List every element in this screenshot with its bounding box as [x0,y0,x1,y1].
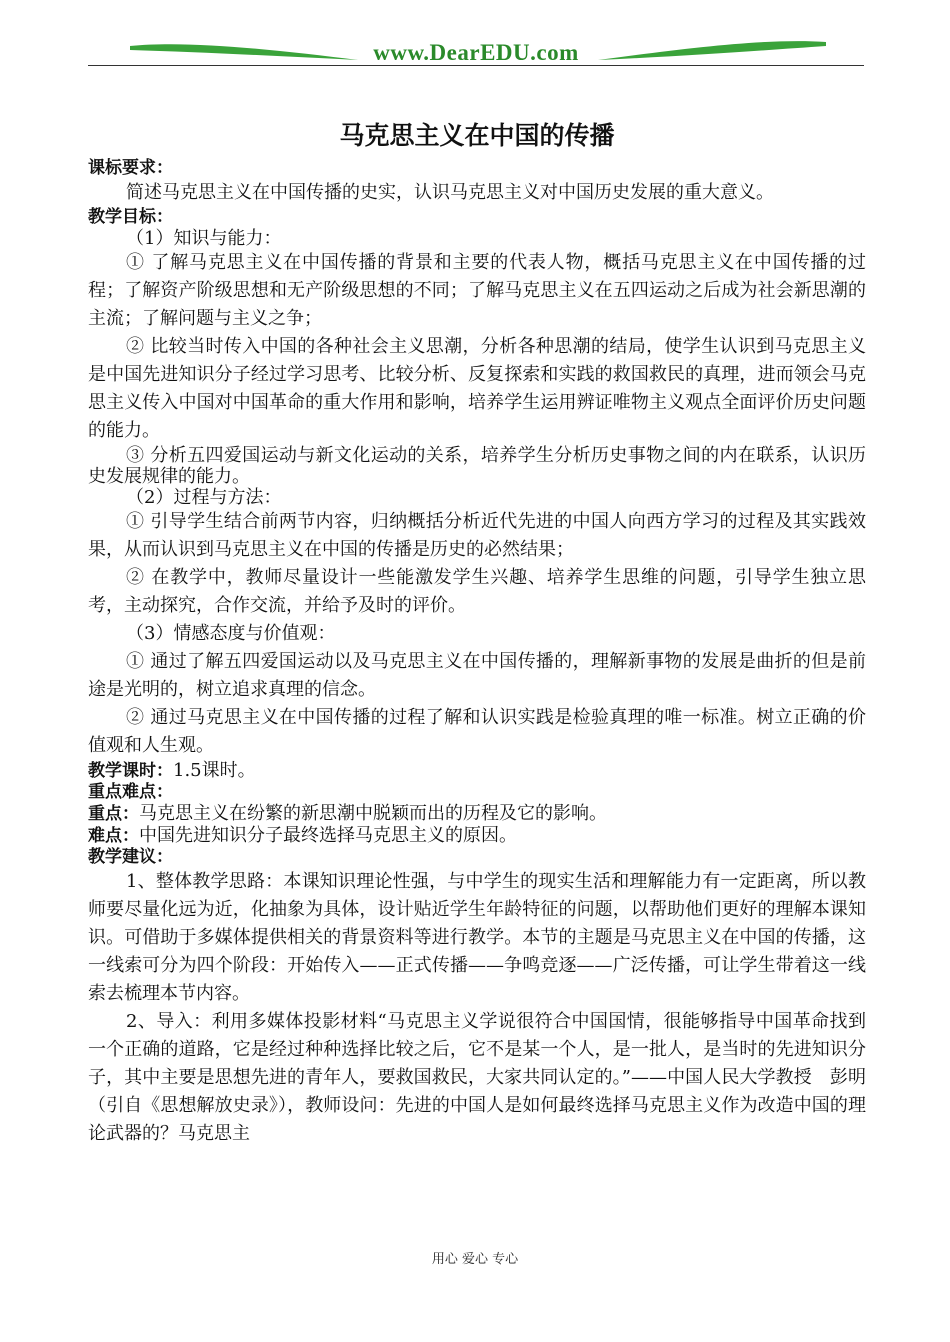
objective-process-2: ② 在教学中，教师尽量设计一些能激发学生兴趣、培养学生思维的问题，引导学生独立思考，主动探究，合作交流，并给予及时的评价。 [88,567,866,616]
objective-emotion-heading: （3）情感态度与价值观： [126,623,336,644]
section-heading-key-points: 重点难点： [88,782,173,802]
page-footer: 用心 爱心 专心 [431,1252,519,1267]
teaching-hours [88,760,866,782]
key-point [88,803,866,825]
section-heading-objectives: 教学目标： [88,207,173,227]
objective-process-heading: （2）过程与方法： [126,487,282,508]
section-heading-suggestions: 教学建议： [88,847,173,867]
key-point-label: 重点： [88,804,139,824]
difficult-point-label: 难点： [88,826,139,846]
objective-knowledge-heading: （1）知识与能力： [126,228,282,249]
teaching-hours-value: 1.5课时。 [173,760,256,781]
difficult-point [88,825,866,847]
site-logo-text[interactable]: www.DearEDU.com [373,40,579,65]
suggestion-2: 2、导入：利用多媒体投影材料“马克思主义学说很符合中国国情，很能够指导中国革命找到一个正确的道路，它是经过种种选择比较之后，它不是某一个人，是一批人，是当时的先进知识分子，其中主要是思想先进的青年人，要救国救民，大家共同认定的。”——中国人民大学教授 彭明（引自《思想解放史录》），教师设问：先进的中国人是如何最终选择马克思主义作为改造中国的理论武器的？马克思主 [88,1011,866,1144]
key-point-text: 马克思主义在纷繁的新思潮中脱颖而出的历程及它的影响。 [139,803,607,824]
page-title: 马克思主义在中国的传播 [339,121,615,150]
suggestion-1: 1、整体教学思路：本课知识理论性强，与中学生的现实生活和理解能力有一定距离，所以教师要尽量化远为近，化抽象为具体，设计贴近学生年龄特征的问题，以帮助他们更好的理解本课知识。可借助于多媒体提供相关的背景资料等进行教学。本节的主题是马克思主义在中国的传播，这一线索可分为四个阶段：开始传入——正式传播——争鸣竞逐——广泛传播，可让学生带着这一线索去梳理本节内容。 [88,871,866,1004]
objective-emotion-1: ① 通过了解五四爱国运动以及马克思主义在中国传播的，理解新事物的发展是曲折的但是前途是光明的，树立追求真理的信念。 [88,651,866,700]
objective-knowledge-3: ③ 分析五四爱国运动与新文化运动的关系，培养学生分析历史事物之间的内在联系，认识历史发展规律的能力。 [88,445,866,487]
difficult-point-text: 中国先进知识分子最终选择马克思主义的原因。 [139,825,517,846]
page-header [88,30,864,70]
header-rule [88,65,864,66]
document-body [88,114,866,1148]
teaching-hours-label: 教学课时： [88,761,173,781]
objective-emotion-2: ② 通过马克思主义在中国传播的过程了解和认识实践是检验真理的唯一标准。树立正确的价值观和人生观。 [88,707,866,756]
objective-knowledge-1: ① 了解马克思主义在中国传播的背景和主要的代表人物，概括马克思主义在中国传播的过程；了解资产阶级思想和无产阶级思想的不同；了解马克思主义在五四运动之后成为社会新思潮的主流；了解问题与主义之争； [88,252,866,329]
section-heading-curriculum: 课标要求： [88,158,173,178]
objective-knowledge-2: ② 比较当时传入中国的各种社会主义思潮，分析各种思潮的结局，使学生认识到马克思主义是中国先进知识分子经过学习思考、比较分析、反复探索和实践的救国救民的真理，进而领会马克思主义传入中国对中国革命的重大作用和影响，培养学生运用辨证唯物主义观点全面评价历史问题的能力。 [88,336,866,441]
curriculum-text: 简述马克思主义在中国传播的史实，认识马克思主义对中国历史发展的重大意义。 [126,182,774,203]
objective-process-1: ① 引导学生结合前两节内容，归纳概括分析近代先进的中国人向西方学习的过程及其实践效果，从而认识到马克思主义在中国的传播是历史的必然结果； [88,511,866,560]
